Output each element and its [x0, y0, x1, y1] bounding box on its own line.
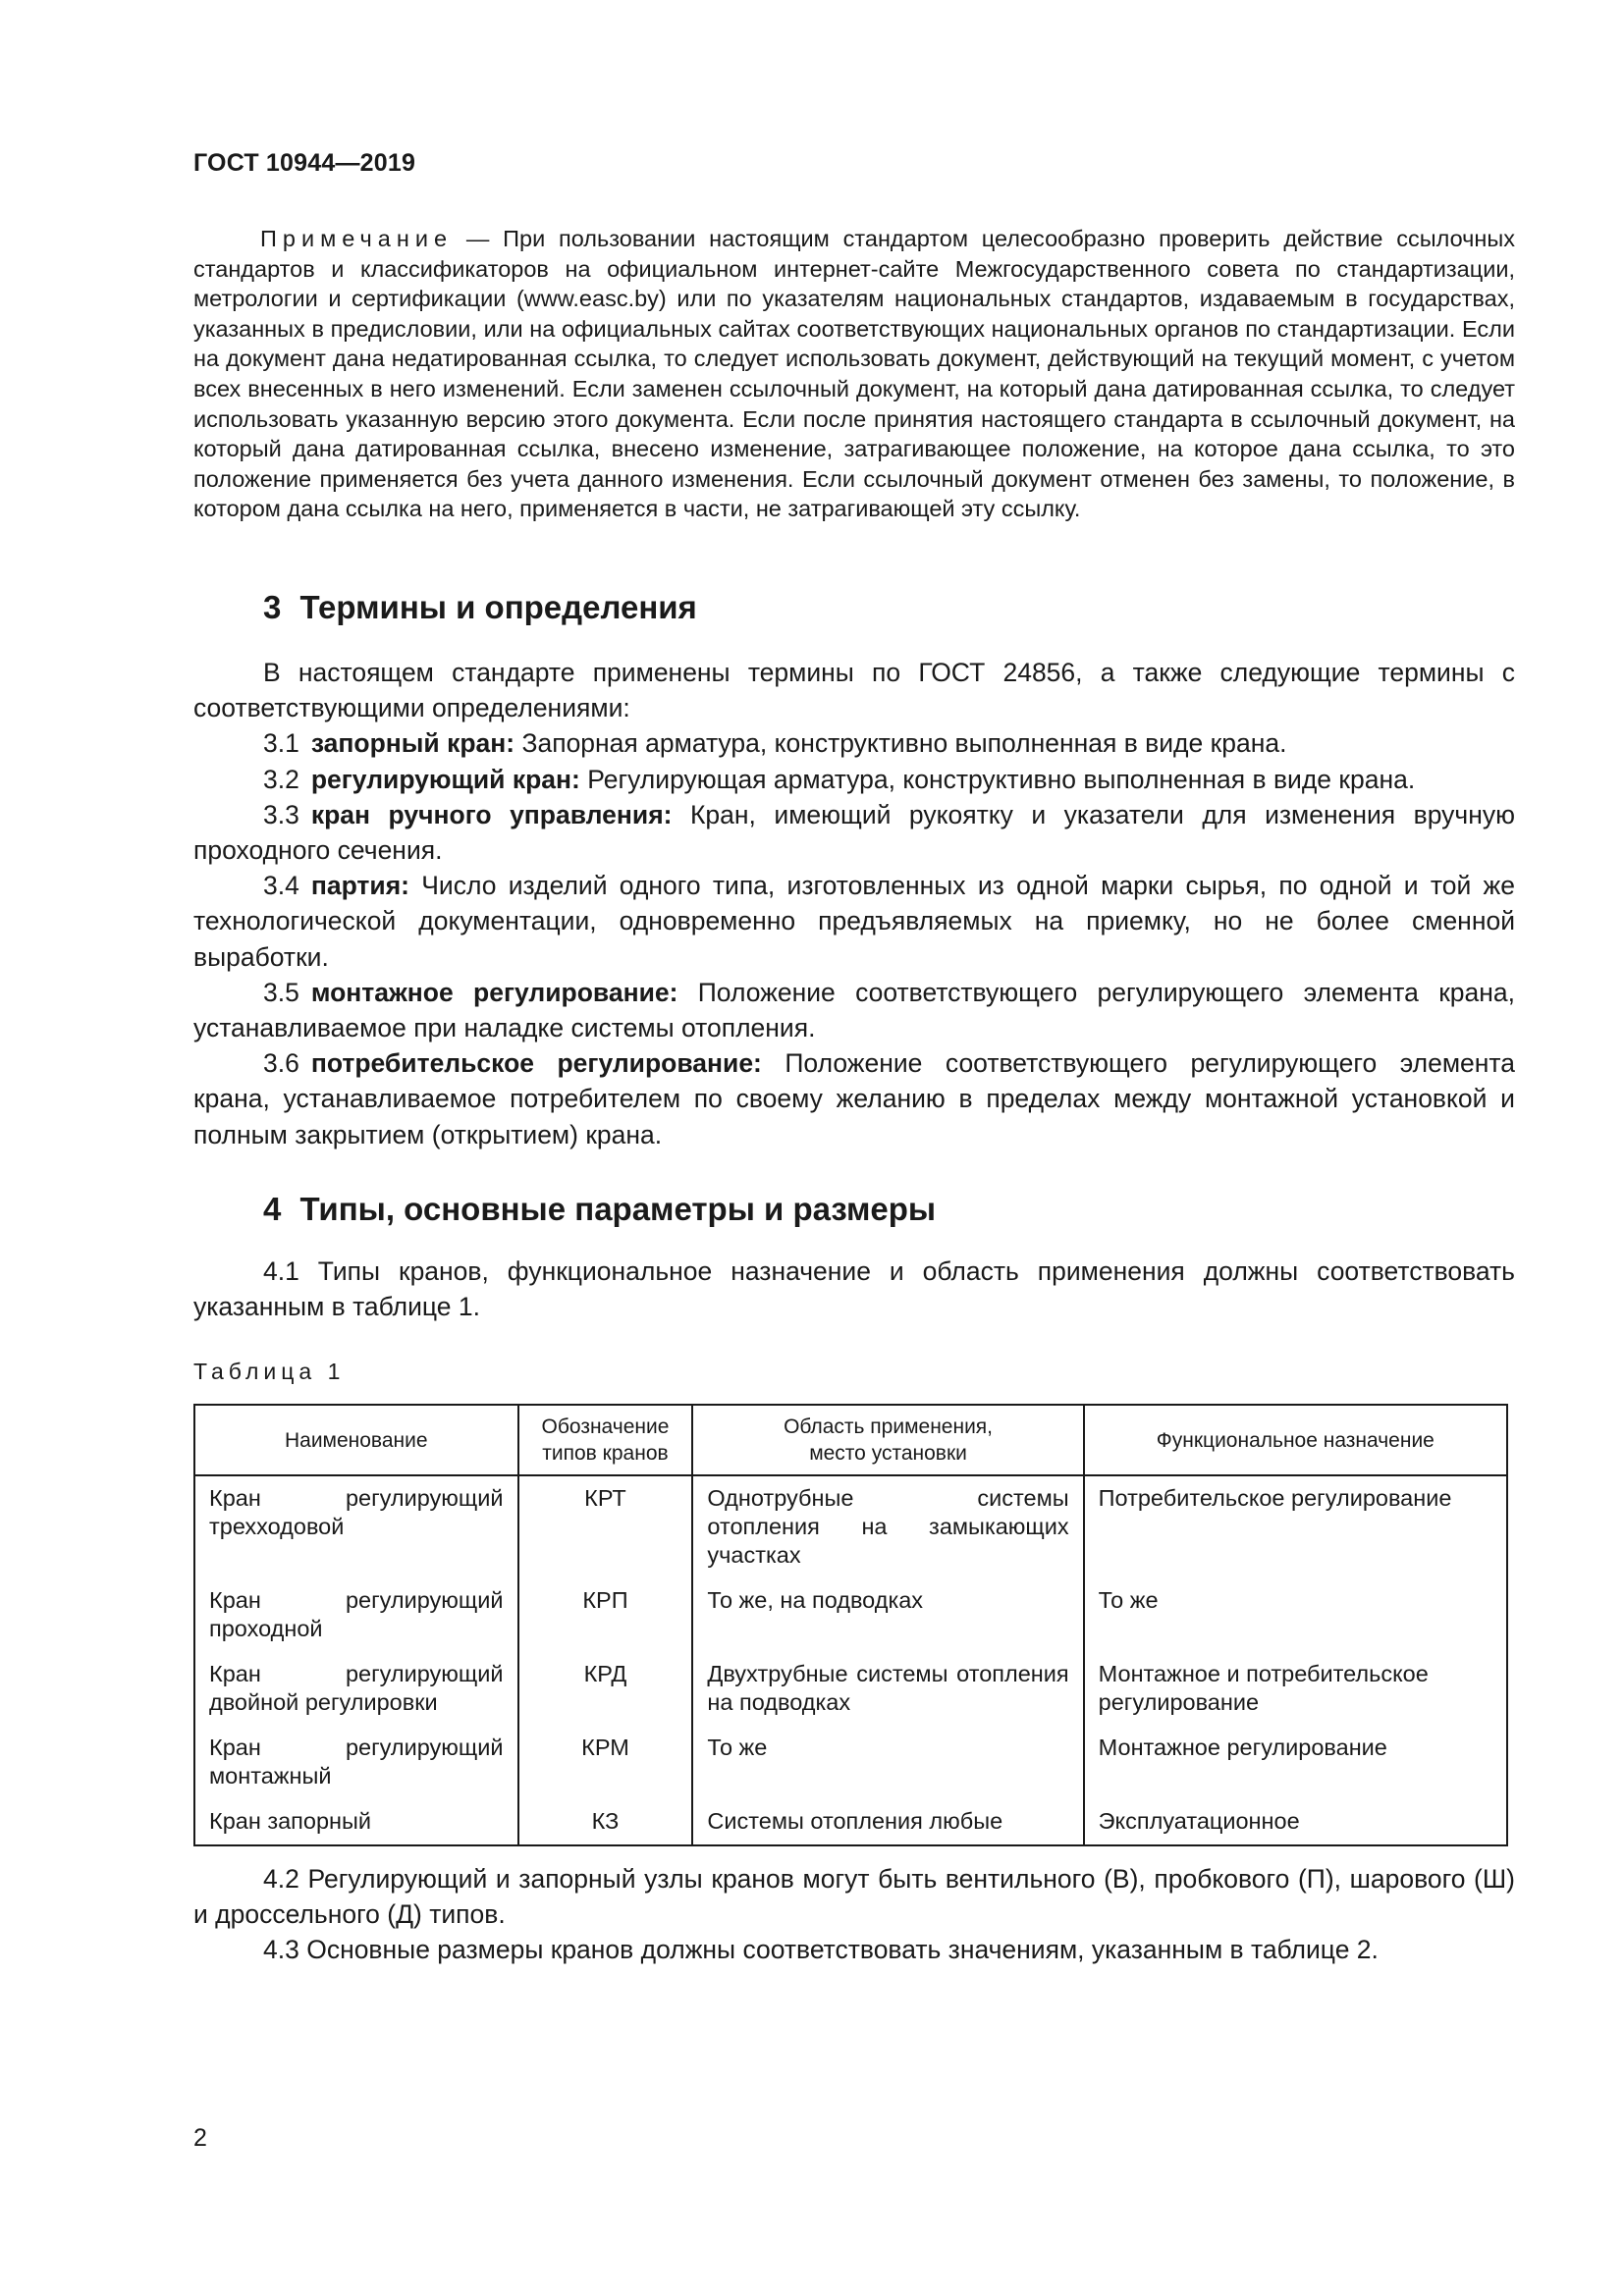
cell-name: Кран регулирующий трехходовой [194, 1475, 518, 1578]
cell-code: КРТ [518, 1475, 693, 1578]
cell-area: Однотрубные системы отопления на замыкающих участках [692, 1475, 1083, 1578]
term-definition: Регулирующая арматура, конструктивно выполненная в виде крана. [579, 764, 1416, 794]
page-number: 2 [193, 2124, 207, 2152]
cell-function: Потребительское регулирование [1084, 1475, 1507, 1578]
table-row [194, 1652, 1507, 1726]
header-code-line2: типов кранов [542, 1442, 669, 1465]
section-4-heading [263, 1191, 936, 1228]
section-3-title: Термины и определения [299, 589, 697, 625]
term-title: регулирующий кран: [310, 764, 580, 794]
cell-code: КРМ [518, 1726, 693, 1799]
note-label: Примечание [260, 226, 454, 251]
cell-code: КРД [518, 1652, 693, 1726]
cell-code: КРП [518, 1578, 693, 1652]
term-definition: Положение соответствующего регулирующего элемента крана, устанавливаемое потребителем по своему желанию в пределах между монтажной установкой и полным закрытием (открытием) крана. [193, 1048, 1516, 1149]
cell-area: То же [692, 1726, 1083, 1799]
term-title: запорный кран: [310, 728, 515, 759]
table-row [194, 1578, 1507, 1652]
header-code-line1: Обозначение [541, 1415, 670, 1438]
term-title: кран ручного управления: [310, 799, 673, 829]
section-3-body [193, 655, 1515, 1152]
term-3-5 [193, 975, 1515, 1045]
paragraph-4-1: 4.1 Типы кранов, функциональное назначение и область применения должны соответствовать указанным в таблице 1. [193, 1256, 1515, 1322]
note-text: — При пользовании настоящим стандартом целесообразно проверить действие ссылочных стандартов и классификаторов на официальном интернет-сайте Межгосударственного совета по стандартизации, метрологии и сертификации (www.easc.by) или по указателям национальных стандартов, издаваемым в государствах, указанных в предисловии, или на официальных сайтах соответствующих национальных органов по стандартизации. Если на документ дана недатированная ссылка, то следует использовать документ, действующий на текущий момент, с учетом всех внесенных в него изменений. Если заменен ссылочный документ, на который дана датированная ссылка, то следует использовать указанную версию этого документа. Если после принятия настоящего стандарта в ссылочный документ, на который дана датированная ссылка, внесено изменение, затрагивающее положение, на которое дана ссылка, то это положение применяется без учета данного изменения. Если ссылочный документ отменен без замены, то положение, в котором дана ссылка на него, применяется в части, не затрагивающей эту ссылку. [193, 226, 1515, 522]
cell-code: КЗ [518, 1799, 693, 1845]
section-4-body [193, 1254, 1515, 1324]
document-header: ГОСТ 10944—2019 [193, 149, 416, 177]
section-3-number: 3 [263, 589, 282, 625]
paragraph-4-3: 4.3 Основные размеры кранов должны соответствовать значениям, указанным в таблице 2. [263, 1935, 1379, 1965]
term-title: партия: [310, 871, 409, 901]
term-number: 3.5 [263, 977, 299, 1007]
table-1-caption: Таблица 1 [193, 1359, 346, 1384]
table-row [194, 1726, 1507, 1799]
cell-function: Монтажное регулирование [1084, 1726, 1507, 1799]
term-title: потребительское регулирование: [310, 1048, 762, 1079]
term-3-1 [193, 725, 1515, 761]
cell-area: Двухтрубные системы отопления на подводках [692, 1652, 1083, 1726]
term-3-6 [193, 1045, 1515, 1152]
cell-name: Кран запорный [194, 1799, 518, 1845]
table-row [194, 1475, 1507, 1578]
term-number: 3.1 [263, 728, 299, 759]
cell-name: Кран регулирующий двойной регулировки [194, 1652, 518, 1726]
cell-area: Системы отопления любые [692, 1799, 1083, 1845]
header-area [692, 1405, 1083, 1475]
section-4-number: 4 [263, 1191, 282, 1227]
table-1 [193, 1404, 1508, 1846]
term-definition: Запорная арматура, конструктивно выполненная в виде крана. [514, 728, 1287, 759]
cell-function: То же [1084, 1578, 1507, 1652]
header-area-line1: Область применения, [784, 1415, 994, 1438]
table-row [194, 1799, 1507, 1845]
cell-function: Монтажное и потребительское регулирование [1084, 1652, 1507, 1726]
term-number: 3.4 [263, 871, 299, 901]
cell-name: Кран регулирующий проходной [194, 1578, 518, 1652]
term-title: монтажное регулирование: [310, 977, 678, 1007]
section-4-continued [193, 1861, 1515, 1968]
term-3-4 [193, 868, 1515, 975]
term-definition: Кран, имеющий рукоятку и указатели для изменения вручную проходного сечения. [193, 799, 1515, 866]
paragraph-4-2: 4.2 Регулирующий и запорный узлы кранов могут быть вентильного (В), пробкового (П), шарового (Ш) и дроссельного (Д) типов. [193, 1864, 1515, 1930]
header-area-line2: место установки [809, 1442, 967, 1465]
term-definition: Число изделий одного типа, изготовленных из одной марки сырья, по одной и той же технологической документации, одновременно предъявляемых на приемку, но не более сменной выработки. [193, 871, 1515, 972]
term-3-3 [193, 797, 1515, 868]
cell-function: Эксплуатационное [1084, 1799, 1507, 1845]
table-header-row [194, 1405, 1507, 1475]
term-number: 3.2 [263, 764, 299, 794]
header-name: Наименование [194, 1405, 518, 1475]
section-4-title: Типы, основные параметры и размеры [299, 1191, 937, 1227]
header-function: Функциональное назначение [1084, 1405, 1507, 1475]
section-3-heading [263, 589, 697, 626]
term-number: 3.3 [263, 799, 299, 829]
section-3-intro: В настоящем стандарте применены термины по ГОСТ 24856, а также следующие термины с соответствующими определениями: [193, 658, 1515, 723]
cell-name: Кран регулирующий монтажный [194, 1726, 518, 1799]
term-number: 3.6 [263, 1048, 299, 1079]
header-code [518, 1405, 693, 1475]
cell-area: То же, на подводках [692, 1578, 1083, 1652]
note-block [193, 224, 1515, 524]
term-3-2 [193, 762, 1515, 797]
term-definition: Положение соответствующего регулирующего элемента крана, устанавливаемое при наладке системы отопления. [193, 977, 1515, 1043]
